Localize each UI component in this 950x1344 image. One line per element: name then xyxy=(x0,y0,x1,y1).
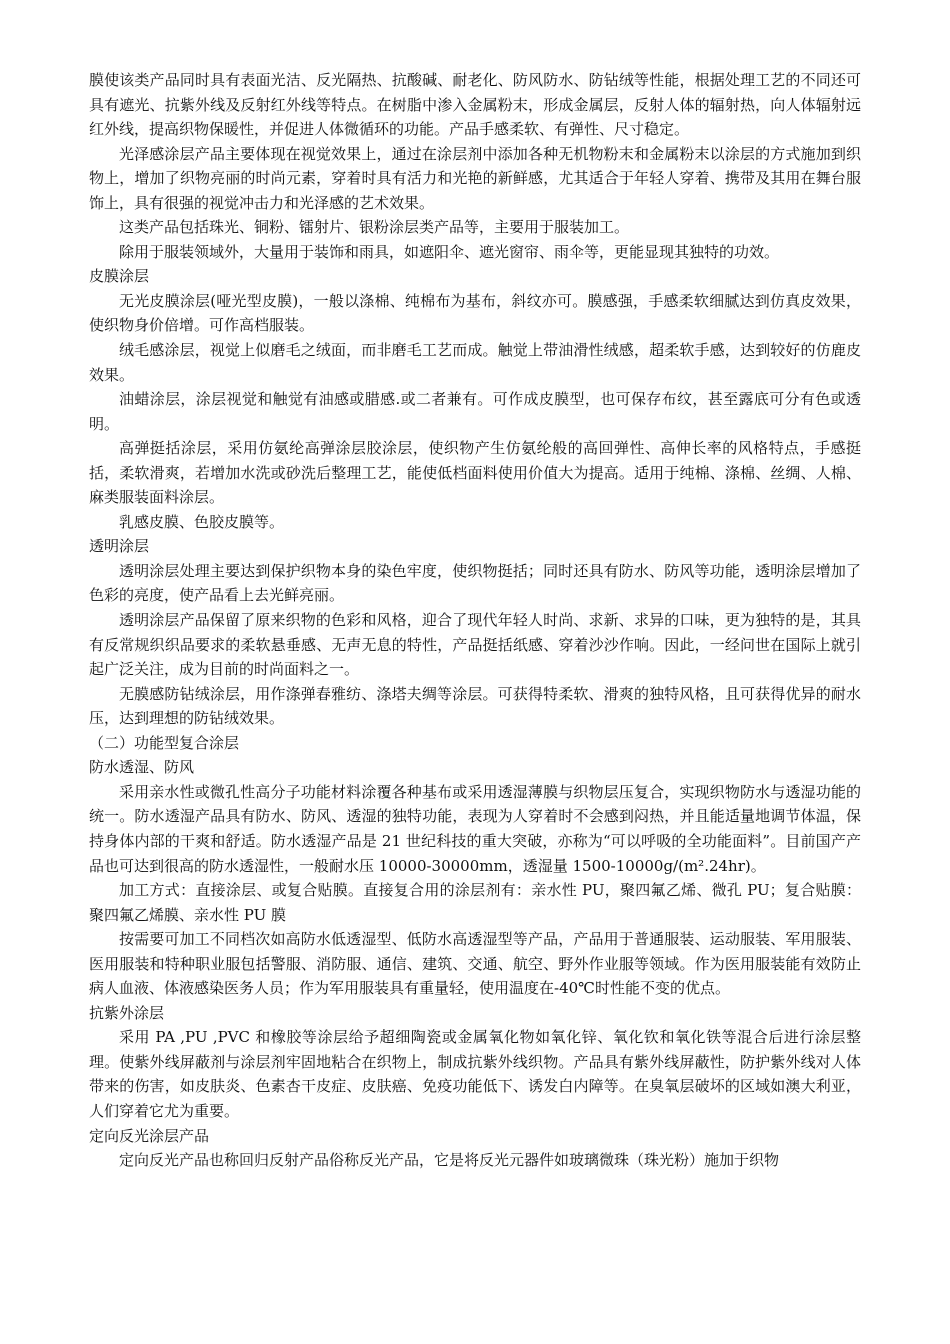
section-heading: 定向反光涂层产品 xyxy=(89,1126,210,1145)
section-heading: 防水透湿、防风 xyxy=(89,758,195,777)
paragraph: 油蜡涂层，涂层视觉和触觉有油感或腊感.或二者兼有。可作成皮膜型，也可保存布纹，甚至露底可分有色或透明。 xyxy=(89,390,861,433)
paragraph: 加工方式：直接涂层、或复合贴膜。直接复合用的涂层剂有：亲水性 PU，聚四氟乙烯、微孔 PU；复合贴膜：聚四氟乙烯膜、亲水性 PU 膜 xyxy=(89,881,861,924)
paragraph: 透明涂层产品保留了原来织物的色彩和风格，迎合了现代年轻人时尚、求新、求异的口味，更为独特的是，其具有反常规织织品要求的柔软悬垂感、无声无息的特性，产品挺括纸感、穿着沙沙作响。因此，一经问世在国际上就引起广泛关注，成为目前的时尚面料之一。 xyxy=(89,611,861,679)
paragraph: 采用 PA ,PU ,PVC 和橡胶等涂层给予超细陶瓷或金属氧化物如氧化锌、氧化钦和氧化铁等混合后进行涂层整理。使紫外线屏蔽剂与涂层剂牢固地粘合在织物上，制成抗紫外线织物。产品具有紫外线屏蔽性，防护紫外线对人体带来的伤害，如皮肤炎、色素杏干皮症、皮肤癌、免疫功能低下、诱发白内障等。在臭氧层破坏的区域如澳大利亚，人们穿着它尤为重要。 xyxy=(89,1028,861,1120)
paragraph: 绒毛感涂层，视觉上似磨毛之绒面，而非磨毛工艺而成。触觉上带油滑性绒感，超柔软手感，达到较好的仿鹿皮效果。 xyxy=(89,341,861,384)
paragraph: 无膜感防钻绒涂层，用作涤弹春雅纺、涤塔夫绸等涂层。可获得特柔软、滑爽的独特风格，且可获得优异的耐水压，达到理想的防钻绒效果。 xyxy=(89,684,861,728)
paragraph-continuation: 膜使该类产品同时具有表面光洁、反光隔热、抗酸碱、耐老化、防风防水、防钻绒等性能，根据处理工艺的不同还可具有遮光、抗紫外线及反射红外线等特点。在树脂中渗入金属粉末，形成金属层，反射人体的辐射热，向人体辐射远红外线，提高织物保暖性，并促进人体微循环的功能。产品手感柔软、有弹性、尺寸稳定。 xyxy=(89,71,861,139)
section-heading: 抗紫外涂层 xyxy=(89,1003,165,1022)
paragraph: 定向反光产品也称回归反射产品俗称反光产品，它是将反光元器件如玻璃微珠（珠光粉）施加于织物 xyxy=(119,1151,780,1170)
paragraph: 透明涂层处理主要达到保护织物本身的染色牢度，使织物挺括；同时还具有防水、防风等功能，透明涂层增加了色彩的亮度，使产品看上去光鲜亮丽。 xyxy=(89,561,861,605)
paragraph: 无光皮膜涂层(哑光型皮膜)，一般以涤棉、纯棉布为基布，斜纹亦可。膜感强，手感柔软细腻达到仿真皮效果，使织物身价倍增。可作高档服装。 xyxy=(89,291,861,335)
subsection-heading: （二）功能型复合涂层 xyxy=(89,733,240,752)
paragraph: 高弹挺括涂层，采用仿氨纶高弹涂层胶涂层，使织物产生仿氨纶般的高回弹性、高伸长率的风格特点，手感挺括，柔软滑爽，若增加水洗或砂洗后整理工艺，能使低档面料使用价值大为提高。适用于纯棉、涤棉、丝绸、人棉、麻类服装面料涂层。 xyxy=(89,439,861,507)
paragraph: 光泽感涂层产品主要体现在视觉效果上，通过在涂层剂中添加各种无机物粉末和金属粉末以涂层的方式施加到织物上，增加了织物亮丽的时尚元素，穿着时具有活力和光艳的新鲜感，尤其适合于年轻人穿着、携带及其用在舞台服饰上，具有很强的视觉冲击力和光泽感的艺术效果。 xyxy=(89,144,861,212)
paragraph: 这类产品包括珠光、铜粉、镭射片、银粉涂层类产品等，主要用于服装加工。 xyxy=(119,218,630,237)
paragraph: 采用亲水性或微孔性高分子功能材料涂覆各种基布或采用透湿薄膜与织物层压复合，实现织物防水与透湿功能的统一。防水透湿产品具有防水、防风、透湿的独特功能，表现为人穿着时不会感到闷热，并且能适量地调节体温，保持身体内部的干爽和舒适。防水透湿产品是 21 世纪科技的重大突破，亦称为“可以呼吸的全功能面料”。目前国产产品也可达到很高的防水透湿性，一般耐水压 10000-30000mm，透湿量 1500-10000g/(m².24hr)。 xyxy=(89,782,861,875)
section-heading: 透明涂层 xyxy=(89,537,150,556)
paragraph: 乳感皮膜、色胶皮膜等。 xyxy=(119,512,285,531)
document-body xyxy=(89,68,861,1173)
section-heading: 皮膜涂层 xyxy=(89,267,150,286)
paragraph: 按需要可加工不同档次如高防水低透湿型、低防水高透湿型等产品，产品用于普通服装、运动服装、军用服装、医用服装和特种职业服包括警服、消防服、通信、建筑、交通、航空、野外作业服等领域。作为医用服装能有效防止病人血液、体液感染医务人员；作为军用服装具有重量轻，使用温度在-40℃时性能不变的优点。 xyxy=(89,930,861,998)
paragraph: 除用于服装领域外，大量用于装饰和雨具，如遮阳伞、遮光窗帘、雨伞等，更能显现其独特的功效。 xyxy=(119,242,780,261)
